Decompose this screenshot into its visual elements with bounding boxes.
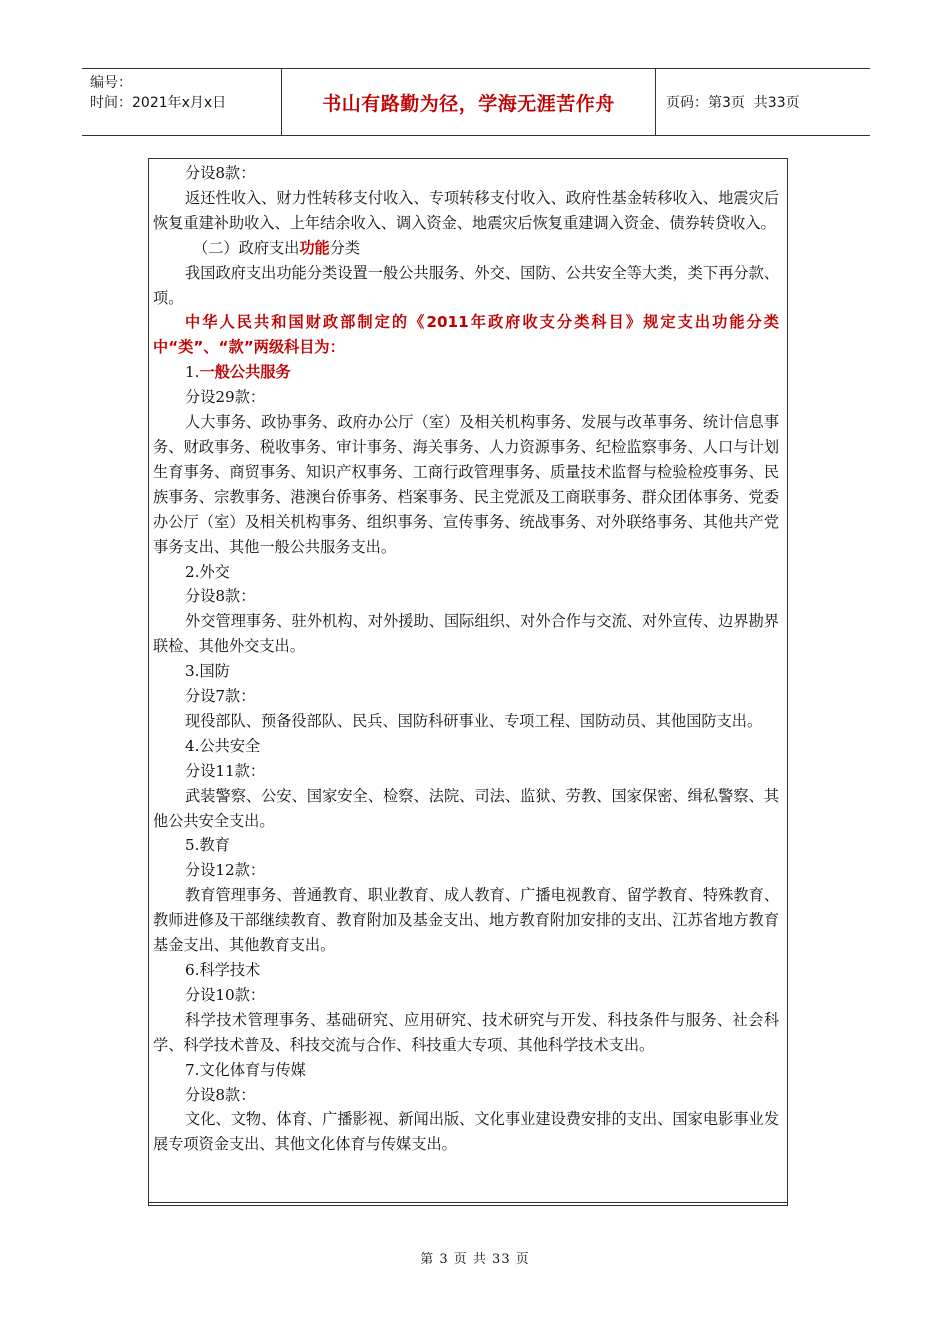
paragraph: 分设8款：	[185, 164, 256, 182]
category-heading: 3.国防	[185, 662, 230, 681]
paragraph: 分设7款：	[185, 687, 256, 706]
paragraph: 科学技术管理事务、基础研究、应用研究、技术研究与开发、科技条件与服务、社会科学、科学技术普及、科技交流与合作、科技重大专项、其他科学技术支出。	[153, 1010, 779, 1054]
paragraph: 现役部队、预备役部队、民兵、国防科研事业、专项工程、国防动员、其他国防支出。	[185, 711, 763, 730]
header-meta	[82, 69, 282, 135]
category-heading: 6.科学技术	[185, 961, 261, 979]
paragraph: 分设8款：	[185, 587, 256, 606]
category-heading: 5.教育	[185, 836, 230, 855]
section-heading: （二）政府支出功能分类	[193, 238, 361, 257]
emphasis-paragraph: 中华人民共和国财政部制定的《2011年政府收支分类科目》规定支出功能分类中“类”、“款”两级科目为：	[153, 313, 779, 357]
document-number: 编号：	[90, 75, 132, 91]
paragraph: 武装警察、公安、国家安全、检察、法院、司法、监狱、劳教、国家保密、缉私警察、其他公共安全支出。	[153, 786, 779, 830]
paragraph: 外交管理事务、驻外机构、对外援助、国际组织、对外合作与交流、对外宣传、边界勘界联检、其他外交支出。	[153, 612, 779, 656]
paragraph: 分设10款：	[185, 985, 266, 1004]
header-motto: 书山有路勤为径，学海无涯苦作舟	[282, 69, 656, 135]
highlight-text: 功能	[299, 238, 330, 257]
category-heading: 1.一般公共服务	[185, 363, 291, 382]
paragraph: 教育管理事务、普通教育、职业教育、成人教育、广播电视教育、留学教育、特殊教育、教师进修及干部继续教育、教育附加及基金支出、地方教育附加安排的支出、江苏省地方教育基金支出、其他教育支出。	[153, 886, 779, 955]
content-box	[148, 158, 788, 1206]
category-heading: 4.公共安全	[185, 736, 261, 755]
paragraph: 分设11款：	[185, 761, 266, 780]
category-heading: 7.文化体育与传媒	[185, 1060, 306, 1079]
document-time: 时间：2021年x月x日	[90, 95, 227, 111]
paragraph: 返还性收入、财力性转移支付收入、专项转移支付收入、政府性基金转移收入、地震灾后恢复重建补助收入、上年结余收入、调入资金、地震灾后恢复重建调入资金、债券转贷收入。	[153, 188, 779, 232]
page-header	[82, 68, 870, 136]
paragraph: 我国政府支出功能分类设置一般公共服务、外交、国防、公共安全等大类，类下再分款、项。	[153, 263, 779, 307]
highlight-text: 一般公共服务	[199, 363, 291, 382]
page-footer: 第 3 页 共 33 页	[420, 1252, 530, 1267]
category-heading: 2.外交	[185, 562, 230, 581]
paragraph: 人大事务、政协事务、政府办公厅（室）及相关机构事务、发展与改革事务、统计信息事务、财政事务、税收事务、审计事务、海关事务、人力资源事务、纪检监察事务、人口与计划生育事务、商贸事务、知识产权事务、工商行政管理事务、质量技术监督与检验检疫事务、民族事务、宗教事务、港澳台侨事务、档案事务、民主党派及工商联事务、群众团体事务、党委办公厅（室）及相关机构事务、组织事务、宣传事务、统战事务、对外联络事务、其他共产党事务支出、其他一般公共服务支出。	[153, 413, 779, 556]
paragraph: 文化、文物、体育、广播影视、新闻出版、文化事业建设费安排的支出、国家电影事业发展专项资金支出、其他文化体育与传媒支出。	[153, 1110, 779, 1154]
paragraph: 分设8款：	[185, 1085, 256, 1104]
page-info-text: 页码：第3页 共33页	[666, 95, 800, 111]
header-page-info	[656, 69, 870, 135]
paragraph: 分设29款：	[185, 388, 266, 407]
paragraph: 分设12款：	[185, 861, 266, 880]
